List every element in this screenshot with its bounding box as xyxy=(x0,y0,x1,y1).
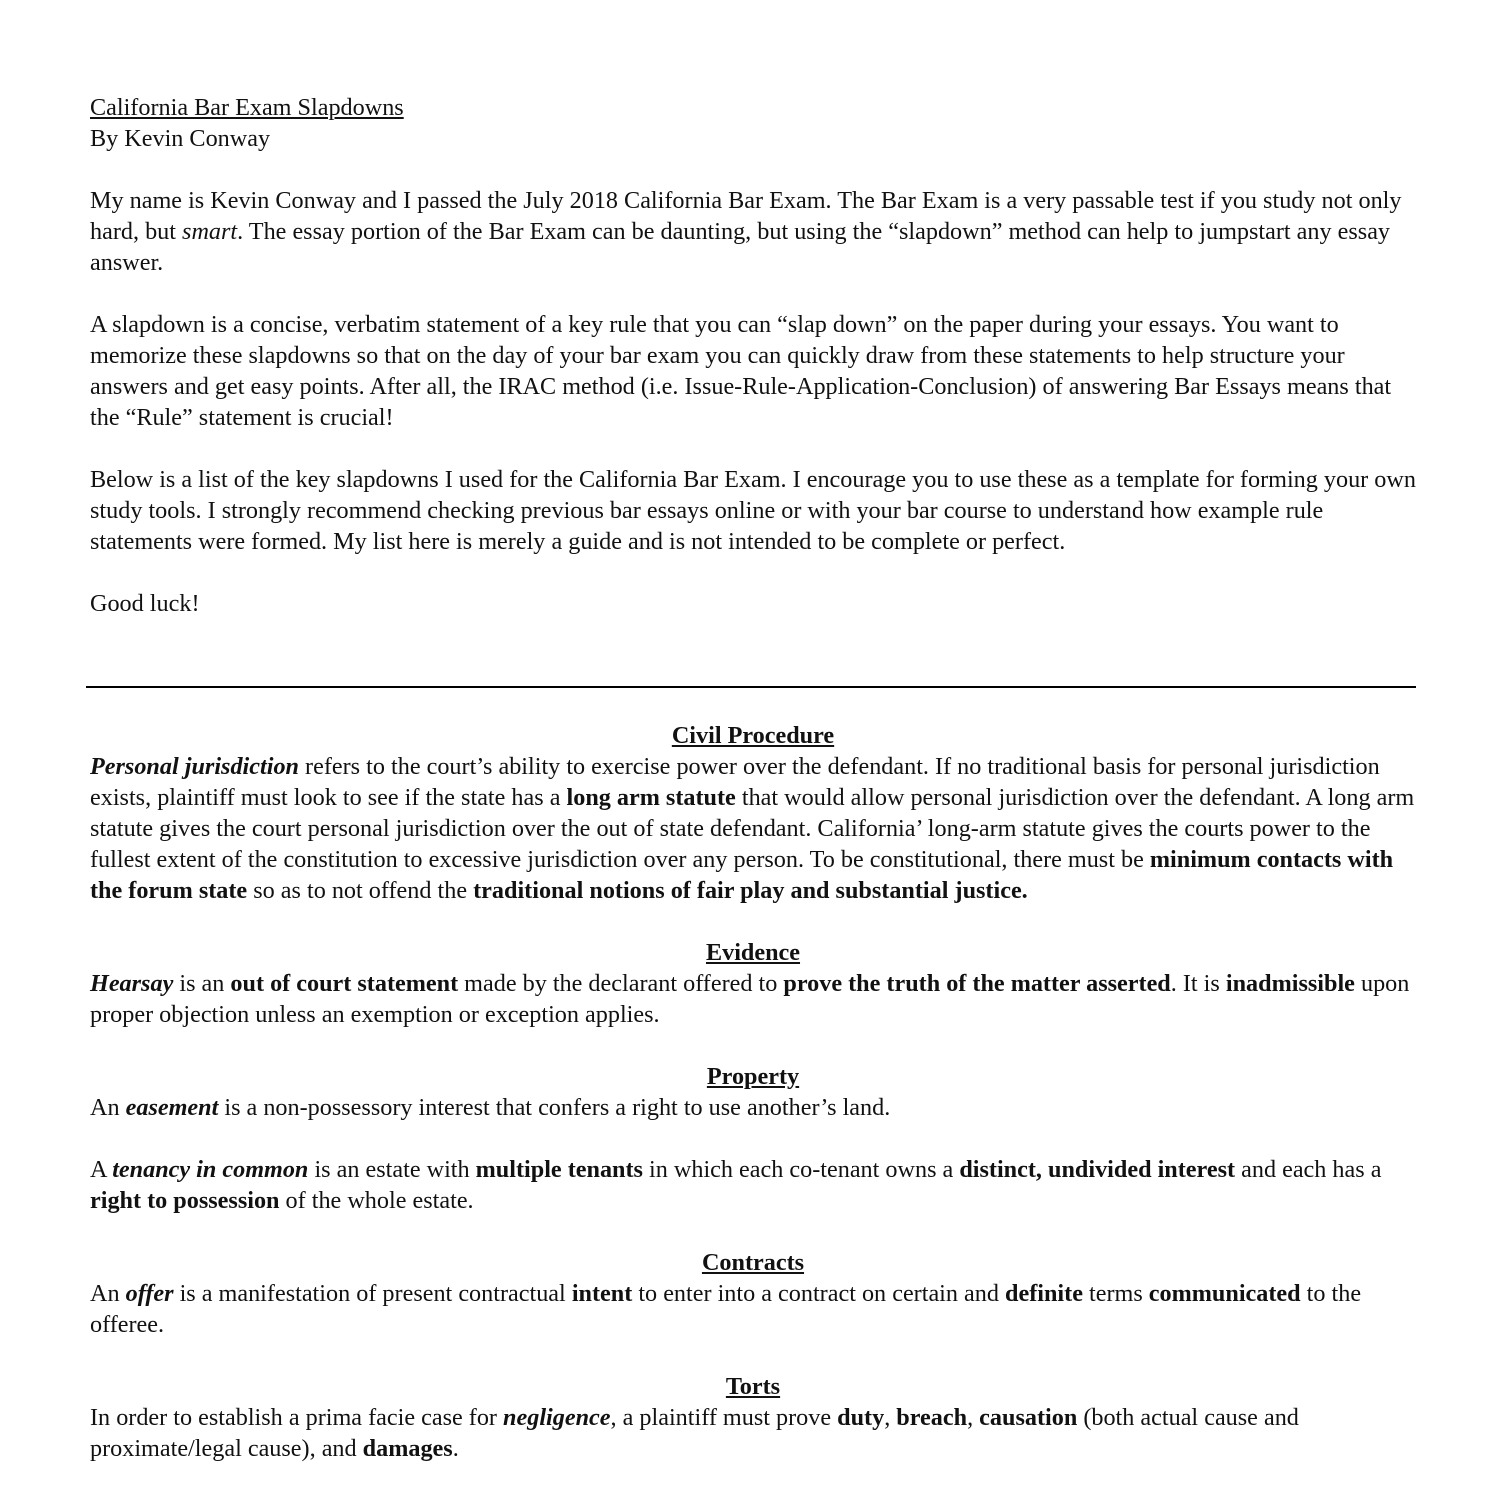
document-title: California Bar Exam Slapdowns xyxy=(90,94,404,121)
section-heading: Contracts xyxy=(701,1249,805,1276)
author-byline: By Kevin Conway xyxy=(90,125,271,152)
intro-paragraph-3: Below is a list of the key slapdowns I used for the California Bar Exam. I encourage you to use these as a template for forming your own study tools. I strongly recommend checking previous bar essays online or with your bar course to understand how example rule statements were formed. My list here is merely a guide and is not intended to be complete or perfect. xyxy=(90,466,1416,555)
section-contracts xyxy=(90,1247,1416,1340)
section-heading: Property xyxy=(706,1063,800,1090)
section-body: An offer is a manifestation of present contractual intent to enter into a contract on certain and definite terms communicated to the offeree. xyxy=(90,1280,1362,1338)
section-heading: Civil Procedure xyxy=(671,722,835,749)
section-evidence xyxy=(90,937,1416,1030)
intro-block xyxy=(90,92,1416,619)
section-torts xyxy=(90,1371,1416,1464)
section-heading: Torts xyxy=(725,1373,781,1400)
section-heading: Evidence xyxy=(705,939,801,966)
closing-line: Good luck! xyxy=(90,590,200,617)
section-body: Hearsay is an out of court statement made by the declarant offered to prove the truth of the matter asserted. It is inadmissible upon proper objection unless an exemption or exception applies. xyxy=(90,970,1410,1028)
section-body: A tenancy in common is an estate with multiple tenants in which each co-tenant owns a distinct, undivided interest and each has a right to possession of the whole estate. xyxy=(90,1156,1382,1214)
intro-paragraph-2: A slapdown is a concise, verbatim statement of a key rule that you can “slap down” on the paper during your essays. You want to memorize these slapdowns so that on the day of your bar exam you can quickly draw from these statements to help structure your answers and get easy points. After all, the IRAC method (i.e. Issue-Rule-Application-Conclusion) of answering Bar Essays means that the “Rule” statement is crucial! xyxy=(90,311,1392,431)
slapdowns-list xyxy=(90,720,1416,1464)
section-body: Personal jurisdiction refers to the court’s ability to exercise power over the defendant. If no traditional basis for personal jurisdiction exists, plaintiff must look to see if the state has a long arm statute that would allow personal jurisdiction over the defendant. A long arm statute gives the court personal jurisdiction over the out of state defendant. California’ long-arm statute gives the courts power to the fullest extent of the constitution to excessive jurisdiction over any person. To be constitutional, there must be minimum contacts with the forum state so as to not offend the traditional notions of fair play and substantial justice. xyxy=(90,753,1415,904)
section-body: In order to establish a prima facie case for negligence, a plaintiff must prove duty, breach, causation (both actual cause and proximate/legal cause), and damages. xyxy=(90,1404,1299,1462)
section-civil-procedure xyxy=(90,720,1416,906)
section-body: An easement is a non-possessory interest that confers a right to use another’s land. xyxy=(90,1094,891,1121)
intro-paragraph-1: My name is Kevin Conway and I passed the July 2018 California Bar Exam. The Bar Exam is a very passable test if you study not only hard, but smart. The essay portion of the Bar Exam can be daunting, but using the “slapdown” method can help to jumpstart any essay answer. xyxy=(90,187,1402,276)
section-property xyxy=(90,1061,1416,1216)
horizontal-divider xyxy=(86,686,1416,688)
